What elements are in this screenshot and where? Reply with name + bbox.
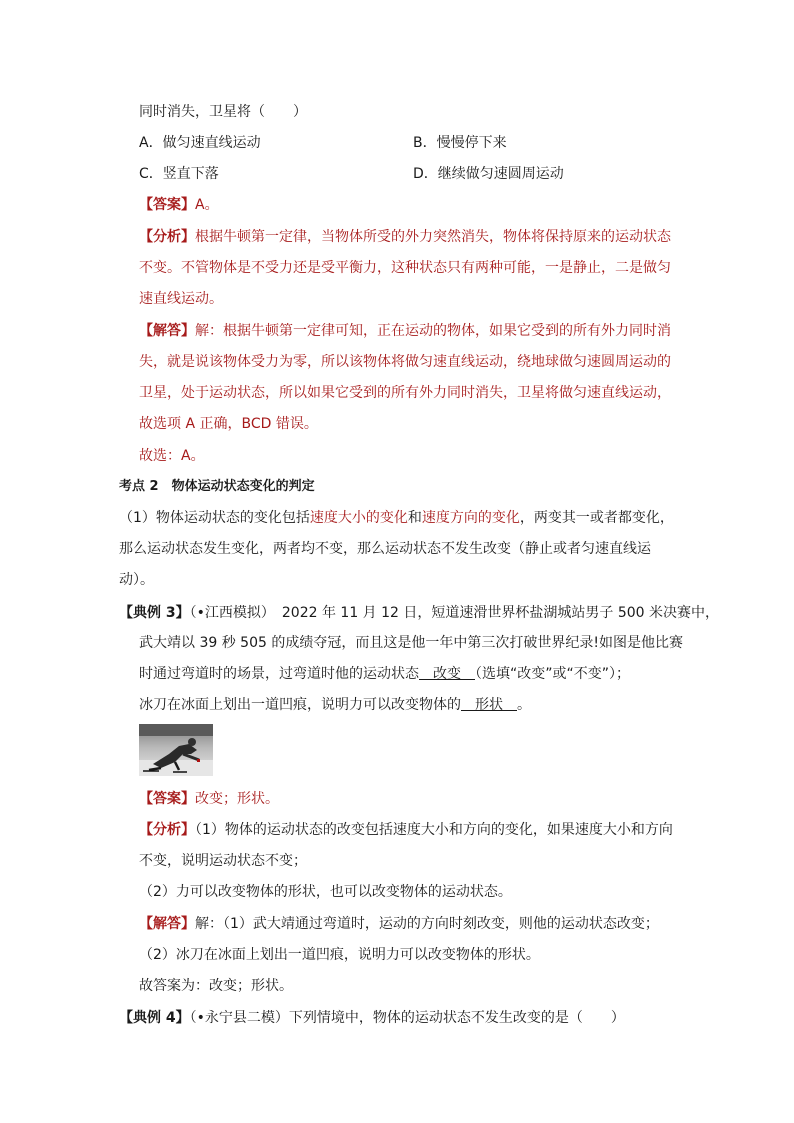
example3-source: （•江西模拟）	[189, 605, 268, 621]
answer-label: 【答案】	[139, 197, 195, 213]
point1-highlight-speed: 速度大小的变化	[309, 510, 408, 526]
ex3-solution-text: 解：（1）武大靖通过弯道时，运动的方向时刻改变，则他的运动状态改变；	[195, 916, 659, 932]
kaodian-label: 考点 2	[119, 479, 159, 494]
ex3-analysis-text: （1）物体的运动状态的改变包括速度大小和方向的变化，如果速度大小和方向	[195, 822, 673, 838]
ex3-solution-label: 【解答】	[139, 916, 195, 932]
analysis-line-1	[139, 227, 671, 247]
ex3-answer-label: 【答案】	[139, 791, 195, 807]
example3-text-3b: （选填“改变”或“不变”）；	[475, 666, 631, 682]
answer-blank-2: 形状	[461, 697, 517, 713]
kaodian-title: 物体运动状态变化的判定	[171, 479, 315, 494]
point1-text-a: （1）物体运动状态的变化包括	[119, 510, 310, 526]
answer-text: A。	[195, 197, 219, 213]
example3-label: 【典例 3】	[119, 605, 190, 621]
answer-blank-1: 改变	[419, 666, 475, 682]
ex3-analysis-line-2: 不变，说明运动状态不变；	[139, 853, 307, 869]
ex3-solution-line-1	[139, 914, 659, 934]
ex3-analysis-line-3: （2）力可以改变物体的形状，也可以改变物体的运动状态。	[139, 884, 512, 900]
option-b: B．慢慢停下来	[413, 135, 507, 151]
speed-skater-photo	[139, 724, 213, 776]
ex3-answer-line	[139, 789, 279, 809]
option-d: D．继续做匀速圆周运动	[413, 166, 564, 182]
example3-text-1: 2022 年 11 月 12 日，短道速滑世界杯盐湖城站男子 500 米决赛中，	[281, 605, 720, 621]
solution-line-1	[139, 321, 671, 341]
analysis-line-3: 速直线运动。	[139, 291, 223, 307]
example3-text-4b: 。	[517, 697, 531, 713]
example3-line-4	[139, 695, 531, 715]
point1-highlight-direction: 速度方向的变化	[421, 510, 520, 526]
answer-line	[139, 195, 219, 215]
kaodian-heading	[119, 477, 315, 497]
point1-line-1	[119, 508, 674, 528]
skater-figure-icon	[139, 724, 213, 776]
ex3-analysis-line-1	[139, 820, 673, 840]
solution-line-2: 失，就是说该物体受力为零，所以该物体将做匀速直线运动，绕地球做匀速圆周运动的	[139, 354, 671, 370]
point1-line-2: 那么运动状态发生变化，两者均不变，那么运动状态不发生改变（静止或者匀速直线运	[119, 541, 651, 557]
analysis-line-2: 不变。不管物体是不受力还是受平衡力，这种状态只有两种可能，一是静止，二是做匀	[139, 260, 671, 276]
option-c: C．竖直下落	[139, 166, 219, 182]
ex3-final-answer: 故答案为：改变；形状。	[139, 978, 293, 994]
ex3-answer-text: 改变；形状。	[195, 791, 279, 807]
example4-text: （•永宁县二模）下列情境中，物体的运动状态不发生改变的是（ ）	[189, 1010, 625, 1026]
example3-line-2: 武大靖以 39 秒 505 的成绩夺冠，而且这是他一年中第三次打破世界纪录!如图是他比赛	[139, 635, 683, 651]
ex3-solution-line-2: （2）冰刀在冰面上划出一道凹痕，说明力可以改变物体的形状。	[139, 947, 540, 963]
example3-text-4a: 冰刀在冰面上划出一道凹痕，说明力可以改变物体的	[139, 697, 461, 713]
example4-line	[119, 1008, 625, 1028]
solution-line-3: 卫星，处于运动状态，所以如果它受到的所有外力同时消失，卫星将做匀速直线运动，	[139, 385, 671, 401]
analysis-label: 【分析】	[139, 229, 195, 245]
solution-label: 【解答】	[139, 323, 195, 339]
ex3-analysis-label: 【分析】	[139, 822, 195, 838]
example3-text-3a: 时通过弯道时的场景，过弯道时他的运动状态	[139, 666, 419, 682]
solution-line-4: 故选项 A 正确，BCD 错误。	[139, 416, 318, 432]
question-intro-text: 同时消失，卫星将（ ）	[139, 104, 307, 120]
option-a: A．做匀速直线运动	[139, 135, 261, 151]
point1-text-c: ，两变其一或者都变化，	[519, 510, 674, 526]
example3-line-1	[119, 603, 719, 623]
example3-line-3	[139, 664, 630, 684]
point1-text-b: 和	[407, 510, 422, 526]
solution-text: 解：根据牛顿第一定律可知，正在运动的物体，如果它受到的所有外力同时消	[195, 323, 671, 339]
point1-line-3: 动）。	[119, 572, 154, 588]
choose-line: 故选：A。	[139, 448, 205, 464]
example4-label: 【典例 4】	[119, 1010, 190, 1026]
analysis-text: 根据牛顿第一定律，当物体所受的外力突然消失，物体将保持原来的运动状态	[195, 229, 671, 245]
